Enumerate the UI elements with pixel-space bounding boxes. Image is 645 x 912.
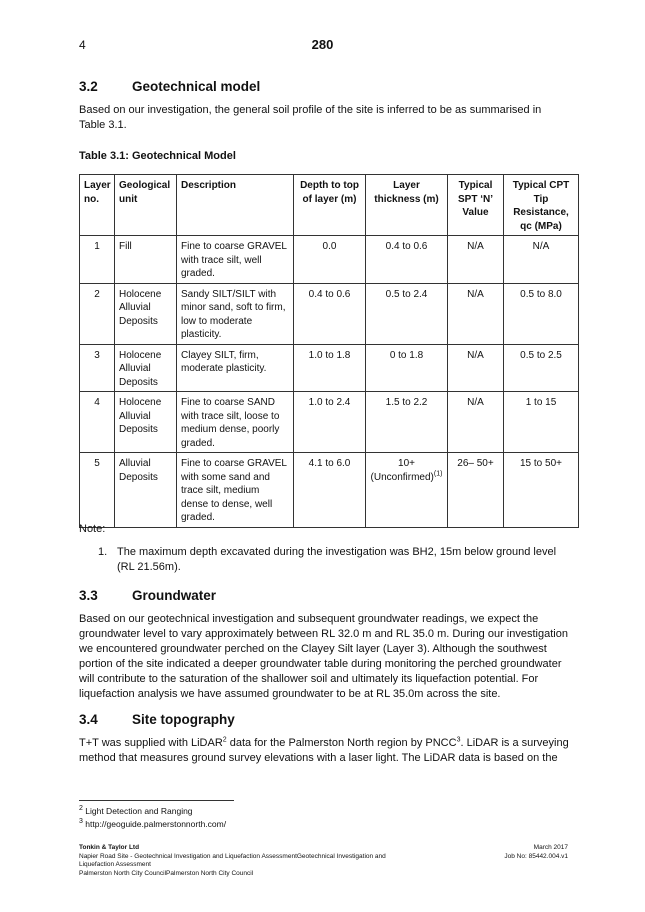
footnote bbox=[79, 806, 193, 816]
table-cell: N/A bbox=[448, 236, 504, 284]
table-header-cell: Layer thickness (m) bbox=[366, 175, 448, 236]
table-row bbox=[80, 392, 579, 453]
table-cell: 4 bbox=[80, 392, 115, 453]
table-row bbox=[80, 236, 579, 284]
table-header-row bbox=[80, 175, 579, 236]
body-text: T+T was supplied with LiDAR bbox=[79, 737, 223, 749]
section-number: 3.2 bbox=[79, 79, 98, 94]
table-cell: 0.5 to 2.4 bbox=[366, 283, 448, 344]
table-cell: N/A bbox=[448, 344, 504, 392]
table-header-cell: Layer no. bbox=[80, 175, 115, 236]
footnote-mark: 3 bbox=[79, 818, 83, 826]
table-cell: 1 bbox=[80, 236, 115, 284]
unconfirmed-note: (Unconfirmed) bbox=[370, 471, 434, 483]
section-3-4-body bbox=[79, 736, 569, 766]
table-cell: Clayey SILT, firm, moderate plasticity. bbox=[177, 344, 294, 392]
footer-right bbox=[468, 844, 568, 861]
footer-project: Napier Road Site - Geotechnical Investigation and Liquefaction AssessmentGeotechnical Investigation and bbox=[79, 852, 386, 860]
footnote-mark: 2 bbox=[79, 805, 83, 813]
table-cell: 0 to 1.8 bbox=[366, 344, 448, 392]
table-cell: Fine to coarse GRAVEL with some sand and trace silt, medium dense to dense, well graded. bbox=[177, 453, 294, 528]
table-cell: 5 bbox=[80, 453, 115, 528]
table-cell: Holocene Alluvial Deposits bbox=[115, 344, 177, 392]
footer-date: March 2017 bbox=[533, 844, 568, 851]
table-cell: N/A bbox=[504, 236, 579, 284]
section-heading-3-4 bbox=[79, 712, 235, 727]
footnote-text: Light Detection and Ranging bbox=[82, 806, 193, 816]
section-number: 3.3 bbox=[79, 588, 98, 603]
table-cell: Fill bbox=[115, 236, 177, 284]
table-cell: 1 to 15 bbox=[504, 392, 579, 453]
table-cell: N/A bbox=[448, 283, 504, 344]
table-cell: Sandy SILT/SILT with minor sand, soft to firm, low to moderate plasticity. bbox=[177, 283, 294, 344]
table-cell: Holocene Alluvial Deposits bbox=[115, 392, 177, 453]
table-cell: 26– 50+ bbox=[448, 453, 504, 528]
section-title: Groundwater bbox=[132, 588, 217, 603]
table-cell: 3 bbox=[80, 344, 115, 392]
table-header-cell: Description bbox=[177, 175, 294, 236]
table-cell: 1.5 to 2.2 bbox=[366, 392, 448, 453]
table-header-cell: Typical SPT ‘N’ Value bbox=[448, 175, 504, 236]
document-number: 280 bbox=[311, 37, 334, 52]
table-cell: 2 bbox=[80, 283, 115, 344]
table-cell: N/A bbox=[448, 392, 504, 453]
footer-company: Tonkin & Taylor Ltd bbox=[79, 844, 140, 851]
section-3-2-body: Based on our investigation, the general soil profile of the site is inferred to be as summarised in Table 3.1. bbox=[79, 104, 542, 131]
thickness-value: 10+ bbox=[398, 458, 415, 469]
section-number: 3.4 bbox=[79, 712, 98, 727]
footer-job-number: Job No: 85442.004.v1 bbox=[504, 852, 568, 860]
section-title: Geotechnical model bbox=[132, 79, 261, 94]
section-3-3-body: Based on our geotechnical investigation and subsequent groundwater readings, we expect the groundwater level to vary approximately between RL 32.0 m and RL 35.0 m. During our investigation we encountered groundwater perched on the Clayey Silt layer (Layer 3). Although the southwest portion of the site indicated a deeper groundwater table during monitoring the perched groundwater will contribute to the saturation of the shallower soil and ultimately its liquefaction potential. For liquefaction analysis we have assumed groundwater to be at RL 35.0m across the site. bbox=[79, 613, 568, 700]
table-note-ref: (1) bbox=[433, 470, 443, 478]
table-cell: 0.0 bbox=[294, 236, 366, 284]
table-cell: 0.4 to 0.6 bbox=[366, 236, 448, 284]
footnote-text: http://geoguide.palmerstonnorth.com/ bbox=[82, 819, 227, 829]
table-row bbox=[80, 344, 579, 392]
note-label: Note: bbox=[79, 523, 106, 535]
table-cell: Holocene Alluvial Deposits bbox=[115, 283, 177, 344]
table-cell: 0.5 to 2.5 bbox=[504, 344, 579, 392]
table-header-cell: Typical CPT Tip Resistance, qc (MPa) bbox=[504, 175, 579, 236]
table-cell: 15 to 50+ bbox=[504, 453, 579, 528]
table-cell: Alluvial Deposits bbox=[115, 453, 177, 528]
table-row bbox=[80, 453, 579, 528]
table-cell: 0.5 to 8.0 bbox=[504, 283, 579, 344]
footnote-divider bbox=[79, 800, 234, 801]
table-row bbox=[80, 283, 579, 344]
geotechnical-model-table bbox=[79, 174, 579, 528]
body-text: data for the Palmerston North region by PNCC bbox=[226, 737, 457, 749]
table-cell: 1.0 to 1.8 bbox=[294, 344, 366, 392]
footer-left bbox=[79, 844, 439, 878]
table-caption: Table 3.1: Geotechnical Model bbox=[79, 150, 236, 162]
note-number: 1. bbox=[98, 546, 108, 558]
table-header-cell: Depth to top of layer (m) bbox=[294, 175, 366, 236]
footer-project-cont: Liquefaction Assessment bbox=[79, 861, 151, 868]
table-cell: 4.1 to 6.0 bbox=[294, 453, 366, 528]
table-cell: Fine to coarse SAND with trace silt, loose to medium dense, poorly graded. bbox=[177, 392, 294, 453]
section-heading-3-3 bbox=[79, 588, 216, 603]
footnote-ref: 2 bbox=[222, 736, 227, 744]
table-header-cell: Geological unit bbox=[115, 175, 177, 236]
table-cell: Fine to coarse GRAVEL with trace silt, well graded. bbox=[177, 236, 294, 284]
table-cell: 0.4 to 0.6 bbox=[294, 283, 366, 344]
page-number: 4 bbox=[79, 38, 86, 52]
footnote-ref: 3 bbox=[456, 736, 461, 744]
table-cell: 1.0 to 2.4 bbox=[294, 392, 366, 453]
body-text: . LiDAR is a surveying method that measures ground survey elevations with a laser light. The LiDAR data is based on the bbox=[79, 737, 569, 764]
section-title: Site topography bbox=[132, 712, 235, 727]
footnote bbox=[79, 819, 226, 829]
note-text: The maximum depth excavated during the investigation was BH2, 15m below ground level (RL 21.56m). bbox=[117, 546, 557, 573]
table-cell-thickness bbox=[366, 453, 448, 528]
section-heading-3-2 bbox=[79, 79, 260, 94]
footer-client: Palmerston North City CouncilPalmerston North City Council bbox=[79, 869, 254, 877]
